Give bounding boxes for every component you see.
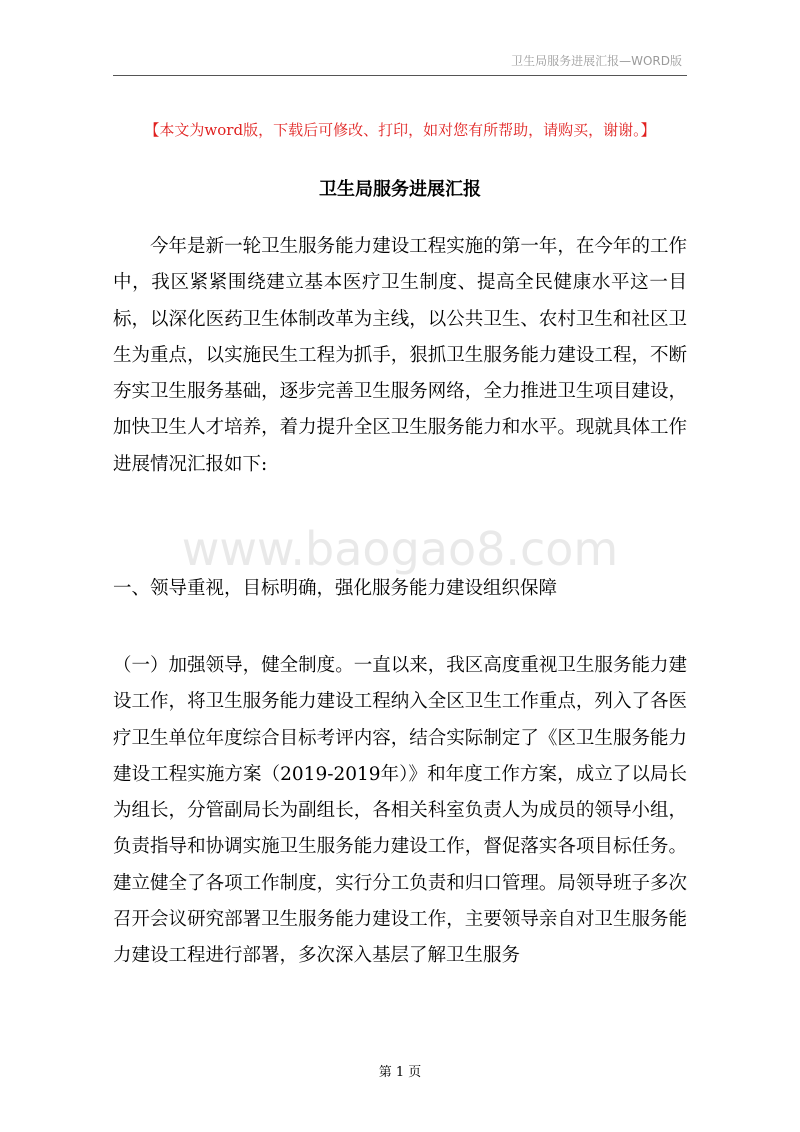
- watermark: www.baogao8.com: [181, 522, 619, 576]
- intro-paragraph: 今年是新一轮卫生服务能力建设工程实施的第一年，在今年的工作中，我区紧紧围绕建立基本医疗卫生制度、提高全民健康水平这一目标，以深化医药卫生体制改革为主线，以公共卫生、农村卫生和社区卫生为重点，以实施民生工程为抓手，狠抓卫生服务能力建设工程，不断夯实卫生服务基础，逐步完善卫生服务网络，全力推进卫生项目建设，加快卫生人才培养，着力提升全区卫生服务能力和水平。现就具体工作进展情况汇报如下:: [113, 236, 687, 475]
- body-paragraph: （一）加强领导，健全制度。一直以来，我区高度重视卫生服务能力建设工作，将卫生服务能力建设工程纳入全区卫生工作重点，列入了各医疗卫生单位年度综合目标考评内容，结合实际制定了《区卫生服务能力建设工程实施方案（2019-2019年）》和年度工作方案，成立了以局长为组长，分管副局长为副组长，各相关科室负责人为成员的领导小组，负责指导和协调实施卫生服务能力建设工作，督促落实各项目标任务。建立健全了各项工作制度，实行分工负责和归口管理。局领导班子多次召开会议研究部署卫生服务能力建设工作，主要领导亲自对卫生服务能力建设工程进行部署，多次深入基层了解卫生服务: [113, 655, 687, 967]
- purchase-notice: 【本文为word版，下载后可修改、打印，如对您有所帮助，请购买，谢谢。】: [144, 121, 656, 139]
- document-title: 卫生局服务进展汇报: [319, 179, 481, 200]
- page-number: 第 1 页: [378, 1065, 422, 1080]
- running-header: 卫生局服务进展汇报—WORD版: [511, 54, 682, 68]
- header-divider: [113, 75, 687, 76]
- section-heading: 一、领导重视，目标明确，强化服务能力建设组织保障: [113, 578, 558, 599]
